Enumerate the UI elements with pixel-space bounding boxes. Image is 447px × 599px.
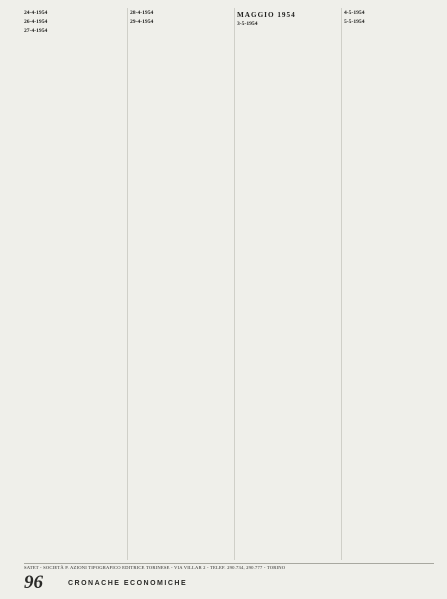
page-footer [24, 572, 434, 594]
entries-column-1 [24, 8, 124, 560]
date-heading: 24-4-1954 [24, 10, 48, 16]
column-divider [127, 8, 128, 560]
entries-column-4 [344, 8, 434, 560]
entries-column-2 [130, 8, 231, 560]
date-heading: 26-4-1954 [24, 19, 48, 25]
date-heading: 5-5-1954 [344, 19, 365, 25]
page-number: 96 [24, 572, 43, 593]
entries-columns [24, 8, 434, 560]
month-heading: MAGGIO 1954 [237, 11, 296, 19]
date-heading: 4-5-1954 [344, 10, 365, 16]
printer-line: SATET - SOCIETÀ P. AZIONI TIPOGRAFICO EDITRICE TORINESE - VIA VILLAR 2 - TELEF. 290.734, 290.777 - TORINO [24, 563, 434, 570]
date-heading: 27-4-1954 [24, 28, 48, 34]
date-heading: 3-5-1954 [237, 21, 258, 27]
date-heading: 28-4-1954 [130, 10, 154, 16]
column-divider [341, 8, 342, 560]
date-heading: 29-4-1954 [130, 19, 154, 25]
entries-column-3 [237, 8, 338, 560]
column-divider [234, 8, 235, 560]
section-title: CRONACHE ECONOMICHE [68, 580, 188, 587]
